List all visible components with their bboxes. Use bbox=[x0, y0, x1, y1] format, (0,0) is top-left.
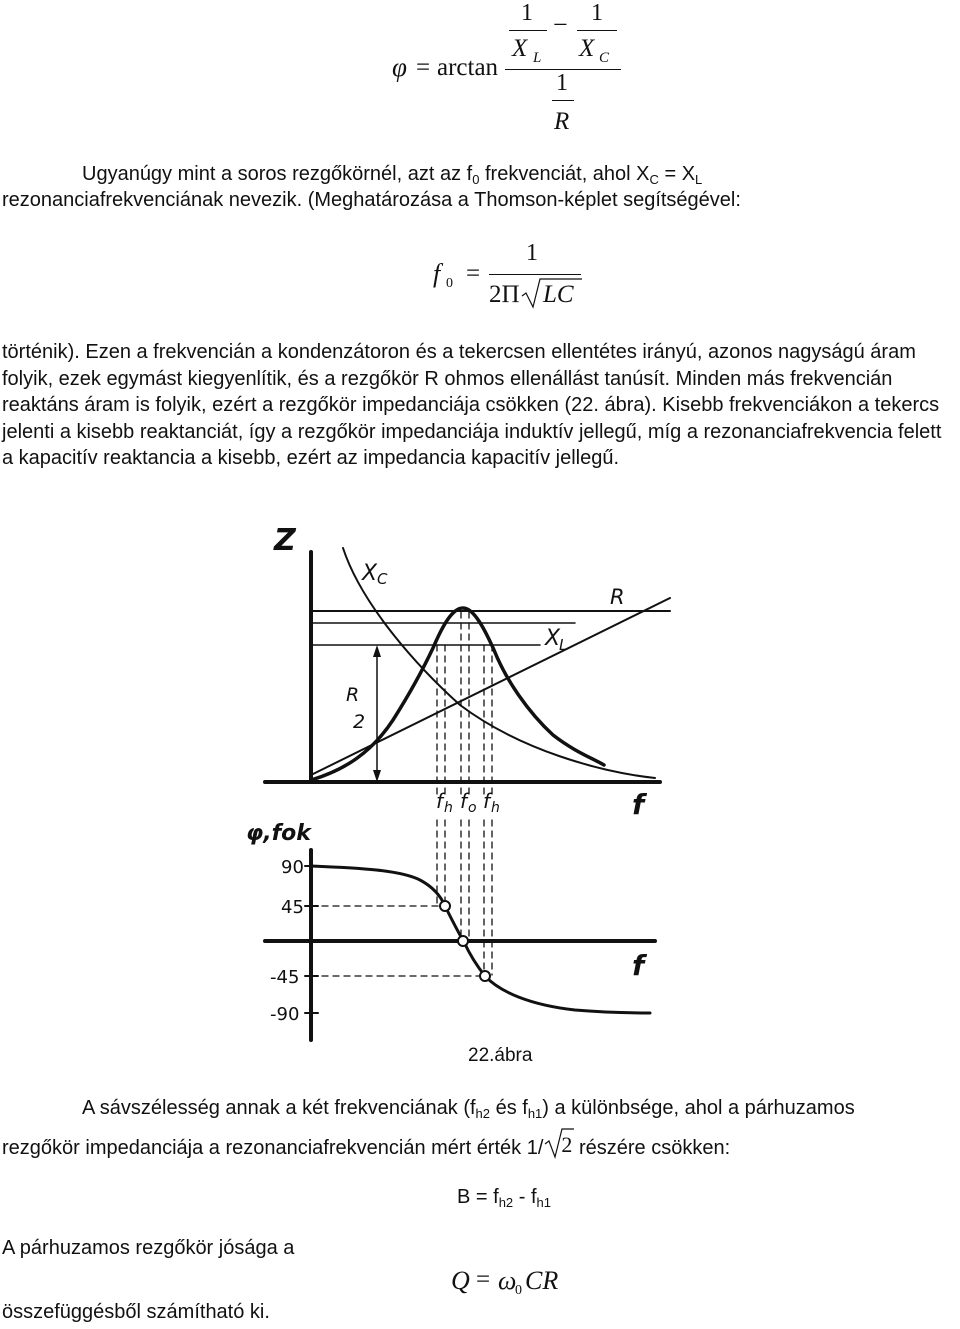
numerator-one-a: 1 bbox=[521, 0, 533, 26]
para3-text-b: és f bbox=[490, 1097, 528, 1119]
f0-numerator: 1 bbox=[526, 240, 538, 266]
para5: összefüggésből számítható ki. bbox=[2, 1301, 270, 1323]
fh-right-sub: h bbox=[491, 800, 500, 816]
rs2-denominator: 2 bbox=[353, 711, 366, 733]
para1-line1 bbox=[82, 163, 702, 186]
para1-text-b: frekvenciát, ahol X bbox=[479, 163, 650, 185]
equals-sign: = bbox=[416, 54, 431, 81]
f0-two-pi: 2Π bbox=[489, 281, 520, 308]
numerator-one-b: 1 bbox=[591, 0, 603, 26]
xc-subscript: C bbox=[599, 50, 610, 66]
numerator-one-c: 1 bbox=[556, 70, 568, 96]
f-symbol: f bbox=[433, 259, 441, 288]
z-axis-label: Z bbox=[274, 523, 296, 558]
arrow-head-up-icon bbox=[373, 645, 381, 657]
bandwidth-text-b: - f bbox=[513, 1186, 537, 1208]
arctan-function: arctan bbox=[437, 54, 499, 81]
q-symbol: Q bbox=[451, 1266, 470, 1295]
phi-symbol: φ bbox=[392, 52, 407, 82]
para1-line2: rezonanciafrekvenciának nevezik. (Meghatározása a Thomson-képlet segítségével: bbox=[2, 189, 741, 211]
tick-90-label: 90 bbox=[281, 857, 304, 878]
sqrt-two bbox=[543, 1134, 573, 1158]
para2: történik). Ezen a frekvencián a kondenzátoron és a tekercsen ellentétes irányú, azonos nagyságú áram folyik, ezek egymást kiegyenlítik, és a rezgőkör R ohmos ellenállást tanúsít. Minden más frekvencián reaktáns áram is folyik, ezért a rezgőkör impedanciája csökken (22. ábra). Kisebb frekvenciákon a tekercs jelenti a kisebb reaktanciát, így a rezgőkör impedanciája induktív jellegű, míg a rezonanciafrekvencia felett a kapacitív reaktancia a kisebb, ezért az impedancia kapacitív jellegű. bbox=[2, 341, 942, 469]
r-symbol: R bbox=[554, 108, 570, 135]
f0-fraction-bar bbox=[489, 274, 581, 275]
para3-line2 bbox=[2, 1134, 730, 1160]
fraction-bar-xc bbox=[577, 30, 617, 31]
bandwidth-sub1: h2 bbox=[498, 1195, 514, 1210]
q-cr: CR bbox=[525, 1266, 559, 1295]
bandwidth-sub2: h1 bbox=[536, 1195, 551, 1210]
f0-lc: LC bbox=[543, 281, 574, 308]
para3-line1 bbox=[82, 1097, 855, 1120]
fh-left-label: f bbox=[436, 789, 444, 813]
marker-f0 bbox=[458, 936, 468, 946]
f0-sub: 0 bbox=[446, 276, 453, 291]
phi-axis-label: φ,fok bbox=[246, 821, 311, 846]
tick-m45-label: -45 bbox=[270, 967, 300, 988]
xc-subscript-text: C bbox=[649, 172, 659, 187]
f-axis-label-bottom: f bbox=[632, 949, 645, 982]
xl-label-sub: L bbox=[559, 636, 568, 654]
xl-subscript-text: L bbox=[695, 172, 703, 187]
bandwidth-formula bbox=[457, 1186, 551, 1209]
xc-label: X bbox=[362, 561, 378, 586]
f0-sub-label: o bbox=[468, 800, 477, 816]
q-equals: = bbox=[476, 1266, 491, 1293]
marker-fh-left bbox=[440, 901, 450, 911]
para3-text-d: rezgőkör impedanciája a rezonanciafrekvencián mért érték 1/ bbox=[2, 1137, 544, 1159]
bandwidth-text-a: B = f bbox=[457, 1186, 499, 1208]
f-axis-label: f bbox=[632, 788, 645, 821]
rs2-numerator: R bbox=[346, 684, 360, 706]
fraction-bar-r bbox=[552, 100, 574, 101]
tick-m90-label: -90 bbox=[270, 1004, 300, 1025]
para1-text-a: Ugyanúgy mint a soros rezgőkörnél, azt az f bbox=[82, 163, 473, 185]
para1-text-c: = X bbox=[658, 163, 696, 185]
fh-right-label: f bbox=[483, 789, 491, 813]
marker-fh-right bbox=[480, 971, 490, 981]
omega-symbol: ω bbox=[498, 1266, 517, 1295]
sqrt-two-value: 2 bbox=[561, 1132, 573, 1157]
xl-subscript: L bbox=[533, 50, 542, 66]
fh-left-sub: h bbox=[444, 800, 453, 816]
omega-sub: 0 bbox=[515, 1283, 522, 1298]
para4: A párhuzamos rezgőkör jósága a bbox=[2, 1237, 295, 1259]
fh2-sub: h2 bbox=[475, 1106, 491, 1121]
minus-sign: − bbox=[553, 10, 568, 39]
fraction-bar-xl bbox=[509, 30, 547, 31]
xl-x: X bbox=[512, 35, 528, 62]
f0-subscript: 0 bbox=[472, 172, 480, 187]
tick-45-label: 45 bbox=[281, 897, 304, 918]
f0-label: f bbox=[460, 789, 468, 813]
xc-label-sub: C bbox=[377, 570, 388, 588]
r-line-label: R bbox=[610, 585, 625, 609]
xl-line bbox=[311, 598, 670, 775]
xl-label: X bbox=[545, 626, 561, 651]
para3-text-a: A sávszélesség annak a két frekvenciának (f bbox=[82, 1097, 476, 1119]
fh1-sub: h1 bbox=[527, 1106, 543, 1121]
para3-text-c: ) a különbsége, ahol a párhuzamos bbox=[542, 1097, 855, 1119]
figure-caption: 22.ábra bbox=[468, 1045, 533, 1066]
xc-x: X bbox=[579, 35, 595, 62]
equals-sign-f0: = bbox=[466, 260, 481, 287]
para3-text-e: részére csökken: bbox=[573, 1137, 731, 1159]
figure-22 bbox=[230, 508, 690, 1053]
